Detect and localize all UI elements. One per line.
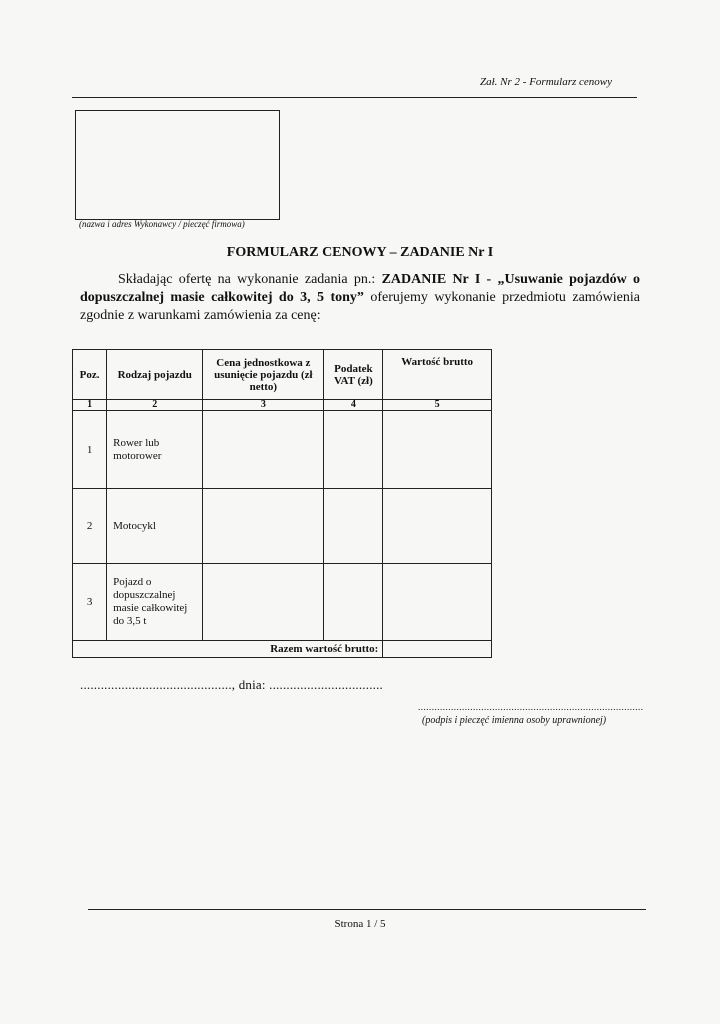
vat-cell[interactable] [324, 489, 383, 564]
header-vehicle: Rodzaj pojazdu [107, 350, 203, 400]
total-gross-label: Razem wartość brutto: [73, 641, 383, 658]
intro-paragraph [80, 271, 640, 325]
gross-value-cell[interactable] [383, 489, 492, 564]
task-name: ZADANIE Nr I - „Usuwanie pojazdów o dopuszczalnej masie całkowitej do 3, 5 tony” [80, 272, 640, 305]
vat-cell[interactable] [324, 411, 383, 489]
table-row [73, 489, 492, 564]
table-row [73, 564, 492, 641]
vat-cell[interactable] [324, 564, 383, 641]
gross-value-cell[interactable] [383, 564, 492, 641]
row-position: 1 [73, 411, 107, 489]
header-divider [72, 97, 637, 98]
column-number: 4 [324, 400, 383, 411]
vehicle-type: Motocykl [107, 489, 203, 564]
unit-price-cell[interactable] [203, 411, 324, 489]
intro-text-start: Składając ofertę na wykonanie zadania pn.: [118, 272, 382, 287]
column-number: 1 [73, 400, 107, 411]
header-gross: Wartość brutto [383, 350, 492, 400]
header-pos: Poz. [73, 350, 107, 400]
form-title: FORMULARZ CENOWY – ZADANIE Nr I [226, 245, 494, 260]
stamp-caption: (nazwa i adres Wykonawcy / pieczęć firmowa) [79, 219, 245, 229]
footer-divider [88, 909, 646, 910]
column-number: 3 [203, 400, 324, 411]
intro-text-end: oferujemy wykonanie przedmiotu zamówienia zgodnie z warunkami zamówienia za cenę: [80, 290, 640, 323]
column-number: 2 [107, 400, 203, 411]
vehicle-type: Rower lub motorower [107, 411, 203, 489]
attachment-reference: Zał. Nr 2 - Formularz cenowy [480, 76, 612, 88]
price-table [72, 349, 492, 658]
signature-caption: (podpis i pieczęć imienna osoby uprawnionej) [422, 715, 607, 726]
total-gross-cell[interactable] [383, 641, 492, 658]
signature-line[interactable]: .................................................................................. [418, 702, 644, 712]
row-position: 3 [73, 564, 107, 641]
unit-price-cell[interactable] [203, 564, 324, 641]
total-row [73, 641, 492, 658]
vehicle-type: Pojazd o dopuszczalnej masie całkowitej do 3,5 t [107, 564, 203, 641]
place-date-line[interactable]: ............................................, dnia: ................................. [80, 677, 383, 692]
column-number: 5 [383, 400, 492, 411]
column-number-row [73, 400, 492, 411]
gross-value-cell[interactable] [383, 411, 492, 489]
unit-price-cell[interactable] [203, 489, 324, 564]
table-row [73, 411, 492, 489]
header-vat: Podatek VAT (zł) [324, 350, 383, 400]
page-number: Strona 1 / 5 [334, 918, 386, 930]
header-unit-price: Cena jednostkowa z usunięcie pojazdu (zł netto) [203, 350, 324, 400]
row-position: 2 [73, 489, 107, 564]
contractor-stamp-box [75, 110, 280, 220]
